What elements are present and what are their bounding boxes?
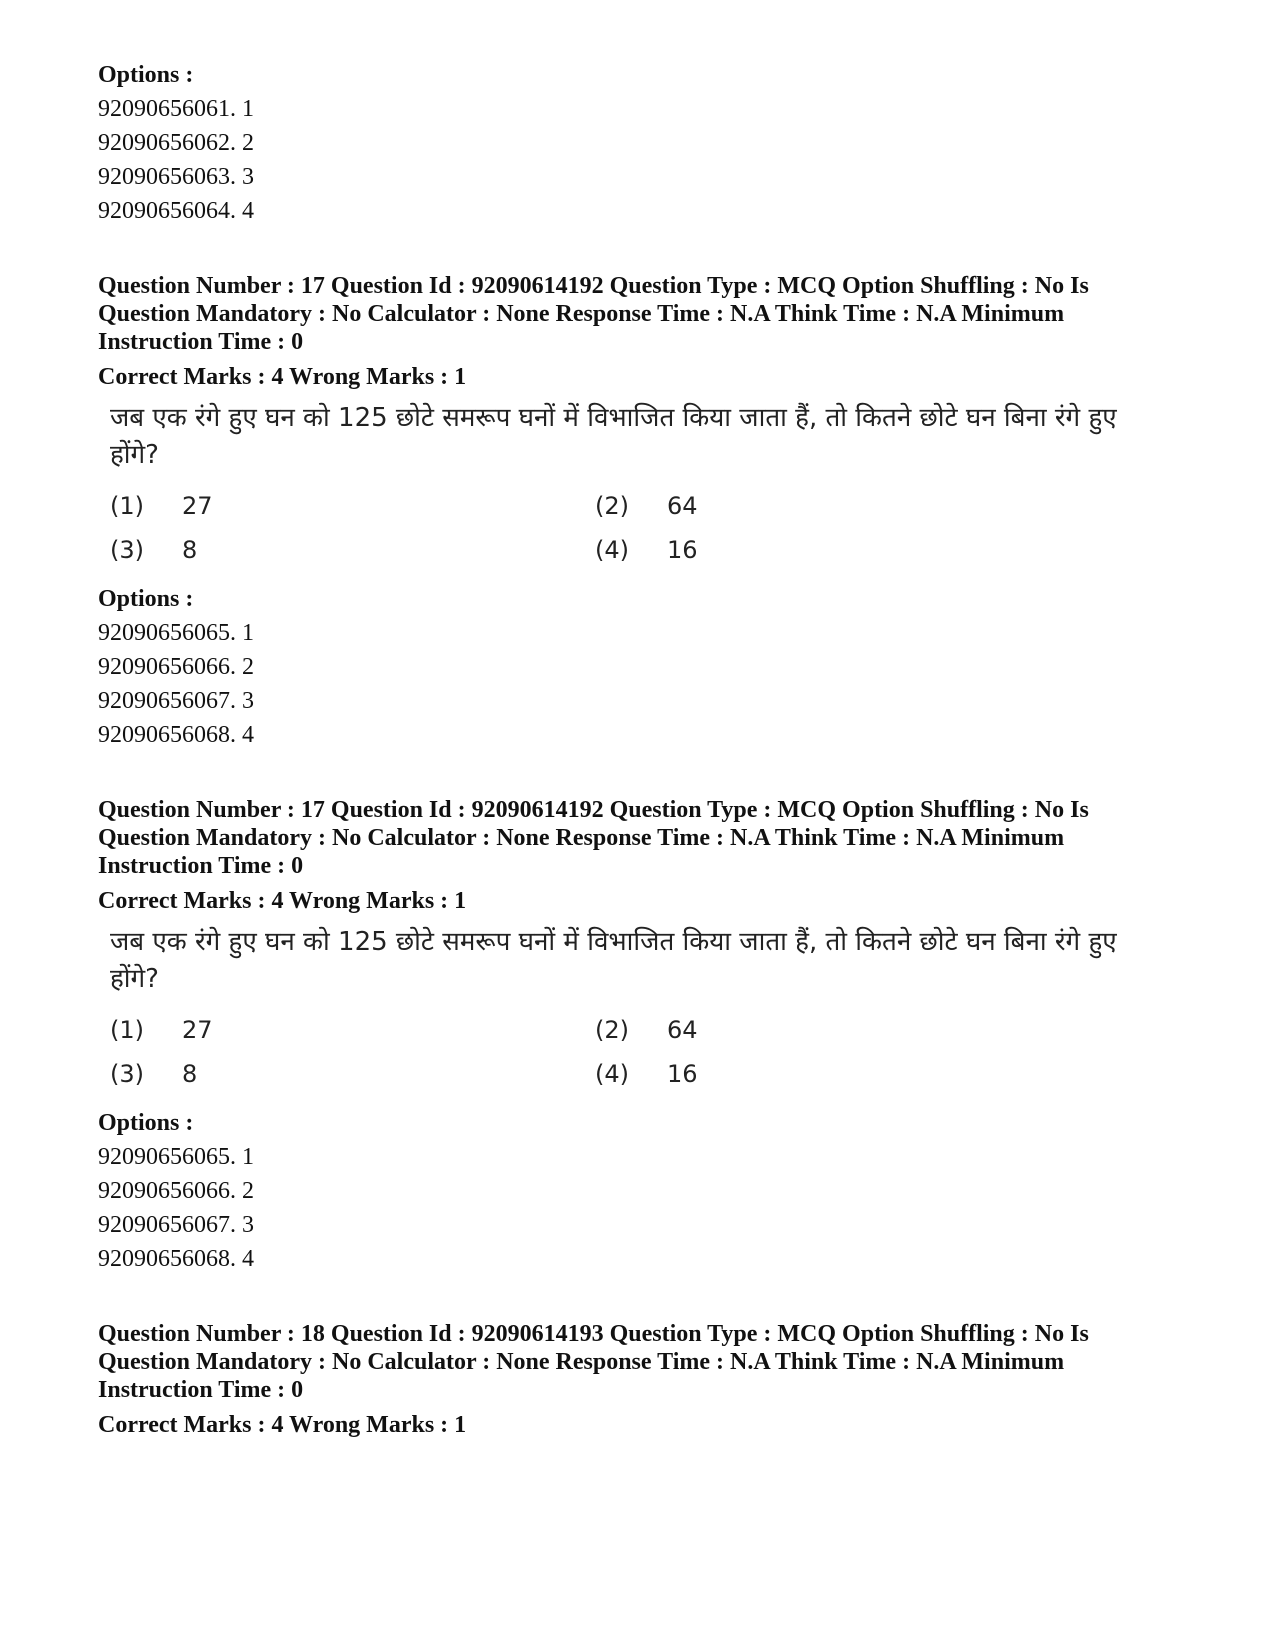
option-line: 92090656067. 3 — [98, 688, 254, 714]
option-line: 92090656065. 1 — [98, 620, 254, 646]
option-line: 92090656065. 1 — [98, 1144, 254, 1170]
choice-number: (4) — [595, 1060, 629, 1088]
option-line: 92090656061. 1 — [98, 96, 254, 122]
answer-choice — [110, 1056, 595, 1092]
option-line: 92090656062. 2 — [98, 130, 254, 156]
choice-value: 16 — [667, 536, 698, 564]
choice-value: 27 — [182, 1016, 213, 1044]
options-heading: Options : — [98, 1110, 194, 1136]
options-block — [98, 1106, 1178, 1276]
question-marks: Correct Marks : 4 Wrong Marks : 1 — [98, 364, 467, 390]
answer-choice — [595, 1012, 1080, 1048]
option-line: 92090656063. 3 — [98, 164, 254, 190]
option-line: 92090656066. 2 — [98, 654, 254, 680]
question-marks: Correct Marks : 4 Wrong Marks : 1 — [98, 888, 467, 914]
options-block — [98, 58, 1178, 228]
question-body — [110, 924, 1160, 1092]
question-meta: Question Number : 18 Question Id : 92090614193 Question Type : MCQ Option Shuffling : No Is Question Mandatory : No Calculator : None Response Time : N.A Think Time : N.A Minimum Instruction Time : 0 — [98, 1321, 1089, 1403]
choice-value: 16 — [667, 1060, 698, 1088]
answer-choice — [595, 1056, 1080, 1092]
answer-choice — [595, 532, 1080, 568]
answer-choices — [110, 488, 1160, 568]
choice-number: (1) — [110, 492, 144, 520]
choice-value: 27 — [182, 492, 213, 520]
options-heading: Options : — [98, 586, 194, 612]
document-page — [98, 58, 1178, 1442]
choice-number: (3) — [110, 1060, 144, 1088]
option-line: 92090656068. 4 — [98, 722, 254, 748]
answer-choice — [110, 532, 595, 568]
question-marks: Correct Marks : 4 Wrong Marks : 1 — [98, 1412, 467, 1438]
option-line: 92090656066. 2 — [98, 1178, 254, 1204]
choice-value: 8 — [182, 1060, 198, 1088]
question-meta: Question Number : 17 Question Id : 92090614192 Question Type : MCQ Option Shuffling : No Is Question Mandatory : No Calculator : None Response Time : N.A Think Time : N.A Minimum Instruction Time : 0 — [98, 797, 1089, 879]
option-line: 92090656068. 4 — [98, 1246, 254, 1272]
choice-value: 64 — [667, 492, 698, 520]
choice-number: (4) — [595, 536, 629, 564]
question-text: जब एक रंगे हुए घन को 125 छोटे समरूप घनों में विभाजित किया जाता हैं, तो कितने छोटे घन बिना रंगे हुए होंगे? — [110, 403, 1117, 470]
question-text: जब एक रंगे हुए घन को 125 छोटे समरूप घनों में विभाजित किया जाता हैं, तो कितने छोटे घन बिना रंगे हुए होंगे? — [110, 927, 1117, 994]
options-heading: Options : — [98, 62, 194, 88]
choice-number: (2) — [595, 1016, 629, 1044]
question-body — [110, 400, 1160, 568]
option-line: 92090656064. 4 — [98, 198, 254, 224]
choice-number: (1) — [110, 1016, 144, 1044]
choice-value: 64 — [667, 1016, 698, 1044]
answer-choice — [110, 1012, 595, 1048]
option-line: 92090656067. 3 — [98, 1212, 254, 1238]
answer-choice — [595, 488, 1080, 524]
choice-number: (2) — [595, 492, 629, 520]
question-meta: Question Number : 17 Question Id : 92090614192 Question Type : MCQ Option Shuffling : No Is Question Mandatory : No Calculator : None Response Time : N.A Think Time : N.A Minimum Instruction Time : 0 — [98, 273, 1089, 355]
choice-value: 8 — [182, 536, 198, 564]
answer-choice — [110, 488, 595, 524]
choice-number: (3) — [110, 536, 144, 564]
answer-choices — [110, 1012, 1160, 1092]
options-block — [98, 582, 1178, 752]
